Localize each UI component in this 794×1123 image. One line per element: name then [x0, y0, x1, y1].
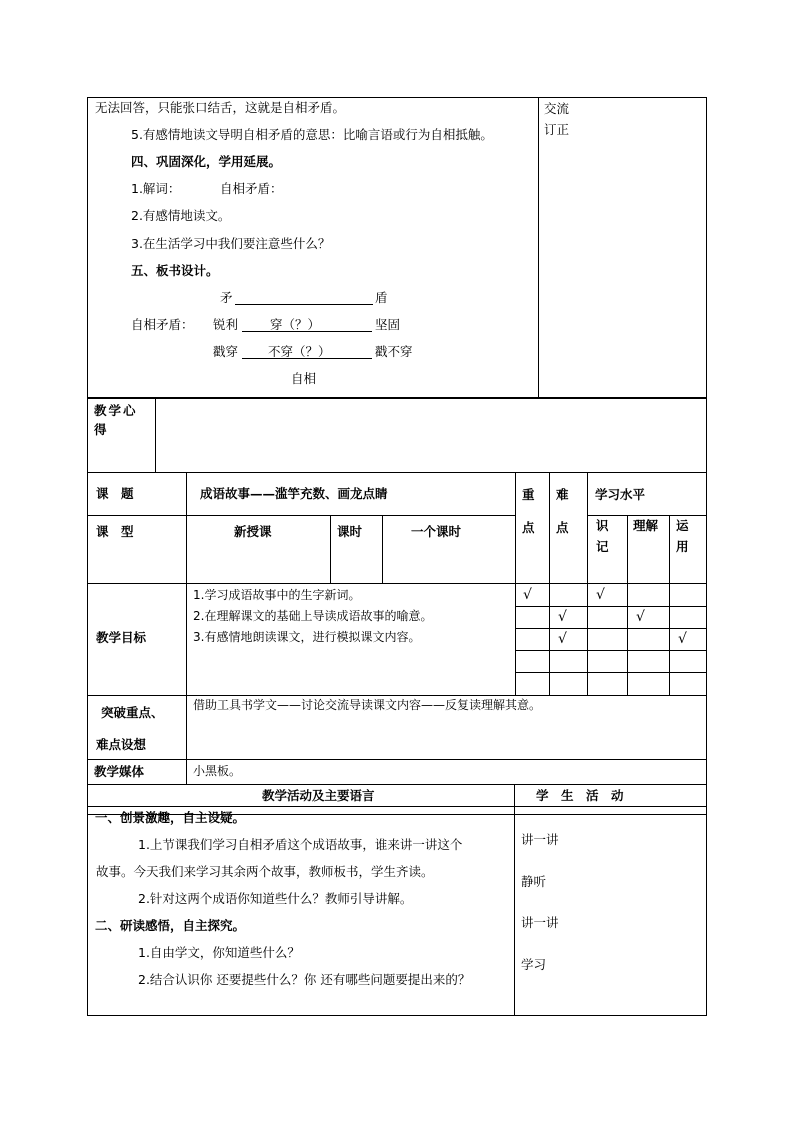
board-row1-left: 锐利 — [213, 317, 239, 332]
table-rule — [87, 583, 707, 584]
text-line: 自相矛盾： — [220, 181, 283, 196]
table-rule — [706, 784, 707, 1016]
key-label: 重 — [522, 487, 535, 502]
section-heading: 四、巩固深化，学用延展。 — [131, 154, 282, 169]
board-row2-mid: 不穿（？） — [268, 344, 331, 359]
section-heading: 五、板书设计。 — [131, 263, 219, 278]
table-rule — [382, 515, 383, 583]
board-row1-mid: 穿（？） — [270, 317, 321, 332]
breakthrough-label: 难点设想 — [96, 737, 147, 752]
text-line: 1.上节课我们学习自相矛盾这个成语故事，谁来讲一讲这个 — [138, 837, 463, 852]
level-col-recall: 识 — [596, 518, 609, 533]
student-activity: 静听 — [521, 874, 547, 889]
table-rule — [515, 628, 707, 629]
check-mark: √ — [636, 609, 645, 625]
text-line: 故事。今天我们来学习其余两个故事，教师板书，学生齐读。 — [96, 864, 434, 879]
reflection-label: 得 — [94, 422, 107, 437]
text-line: 2.结合认识你 还要提些什么？你 还有哪些问题要提出来的？ — [138, 972, 471, 987]
section-heading: 二、研读感悟，自主探究。 — [95, 918, 246, 933]
section-heading: 一、创景激趣，自主设疑。 — [95, 810, 246, 825]
level-col-recall: 记 — [596, 539, 609, 554]
table-rule — [587, 472, 588, 695]
section1-divider — [538, 97, 539, 398]
table-rule — [87, 759, 707, 760]
reflection-divider — [155, 398, 156, 472]
level-col-understand: 理解 — [633, 518, 659, 533]
side-note: 订正 — [544, 122, 570, 137]
level-label: 学习水平 — [595, 487, 646, 502]
period-value: 一个课时 — [411, 524, 462, 539]
reflection-right — [706, 398, 707, 472]
board-bottom: 自相 — [291, 371, 317, 386]
table-rule — [87, 1015, 707, 1016]
goal-item: 2.在理解课文的基础上导读成语故事的喻意。 — [193, 609, 433, 623]
activities-header: 教学活动及主要语言 — [262, 788, 375, 803]
table-rule — [549, 472, 550, 695]
goal-item: 3.有感情地朗读课文，进行模拟课文内容。 — [193, 630, 421, 644]
reflection-label: 教学心 — [94, 403, 138, 418]
table-rule — [515, 472, 516, 695]
student-activity: 讲一讲 — [521, 915, 559, 930]
breakthrough-label: 突破重点、 — [101, 705, 164, 720]
check-mark: √ — [558, 609, 567, 625]
media-label: 教学媒体 — [94, 764, 145, 779]
table-rule — [515, 672, 707, 673]
check-mark: √ — [523, 587, 532, 603]
type-value: 新授课 — [234, 524, 272, 539]
board-row2-left: 戳穿 — [213, 344, 239, 359]
text-line: 3.在生活学习中我们要注意些什么？ — [131, 236, 331, 251]
table-rule — [186, 472, 187, 784]
check-mark: √ — [558, 631, 567, 647]
side-note: 交流 — [544, 101, 570, 116]
student-activity: 学习 — [521, 957, 547, 972]
topic-value: 成语故事——滥竽充数、画龙点睛 — [200, 486, 388, 501]
table-rule — [515, 606, 707, 607]
difficult-label: 难 — [556, 487, 569, 502]
table-rule — [330, 515, 331, 583]
goals-label: 教学目标 — [96, 630, 147, 645]
difficult-label: 点 — [556, 520, 569, 535]
check-mark: √ — [678, 631, 687, 647]
board-row2-right: 戳不穿 — [375, 344, 413, 359]
table-rule — [587, 515, 707, 516]
table-rule — [87, 806, 707, 807]
text-line: 1.自由学文，你知道些什么？ — [138, 945, 300, 960]
key-label: 点 — [522, 520, 535, 535]
table-rule — [87, 784, 707, 785]
table-rule — [627, 515, 628, 695]
activities-divider — [514, 784, 515, 1016]
board-dun: 盾 — [375, 290, 388, 305]
text-line: 2.有感情地读文。 — [131, 208, 231, 223]
breakthrough-value: 借助工具书学文——讨论交流导读课文内容——反复读理解其意。 — [193, 698, 542, 712]
table-rule — [87, 515, 515, 516]
topic-label: 课 题 — [96, 486, 134, 501]
goal-item: 1.学习成语故事中的生字新词。 — [193, 588, 361, 602]
table-rule — [515, 650, 707, 651]
text-line: 5.有感情地读文导明自相矛盾的意思：比喻言语或行为自相抵触。 — [131, 127, 493, 142]
board-mao: 矛 — [220, 290, 233, 305]
text-line: 1.解词： — [131, 181, 181, 196]
period-label: 课时 — [337, 524, 363, 539]
media-value: 小黑板。 — [193, 764, 242, 778]
board-underline — [235, 304, 373, 305]
reflection-top — [87, 398, 707, 399]
text-line: 2.针对这两个成语你知道些什么？教师引导讲解。 — [138, 891, 413, 906]
level-col-apply: 用 — [676, 539, 689, 554]
check-mark: √ — [596, 587, 605, 603]
board-label: 自相矛盾： — [131, 317, 194, 332]
table-rule — [87, 784, 88, 1016]
text-line: 无法回答，只能张口结舌，这就是自相矛盾。 — [95, 100, 346, 115]
student-activity: 讲一讲 — [521, 832, 559, 847]
student-header: 学 生 活 动 — [536, 788, 624, 803]
board-row1-right: 坚固 — [375, 317, 401, 332]
table-rule — [669, 515, 670, 695]
table-rule — [87, 695, 707, 696]
level-col-apply: 运 — [676, 518, 689, 533]
reflection-left — [87, 398, 88, 472]
type-label: 课 型 — [96, 524, 134, 539]
